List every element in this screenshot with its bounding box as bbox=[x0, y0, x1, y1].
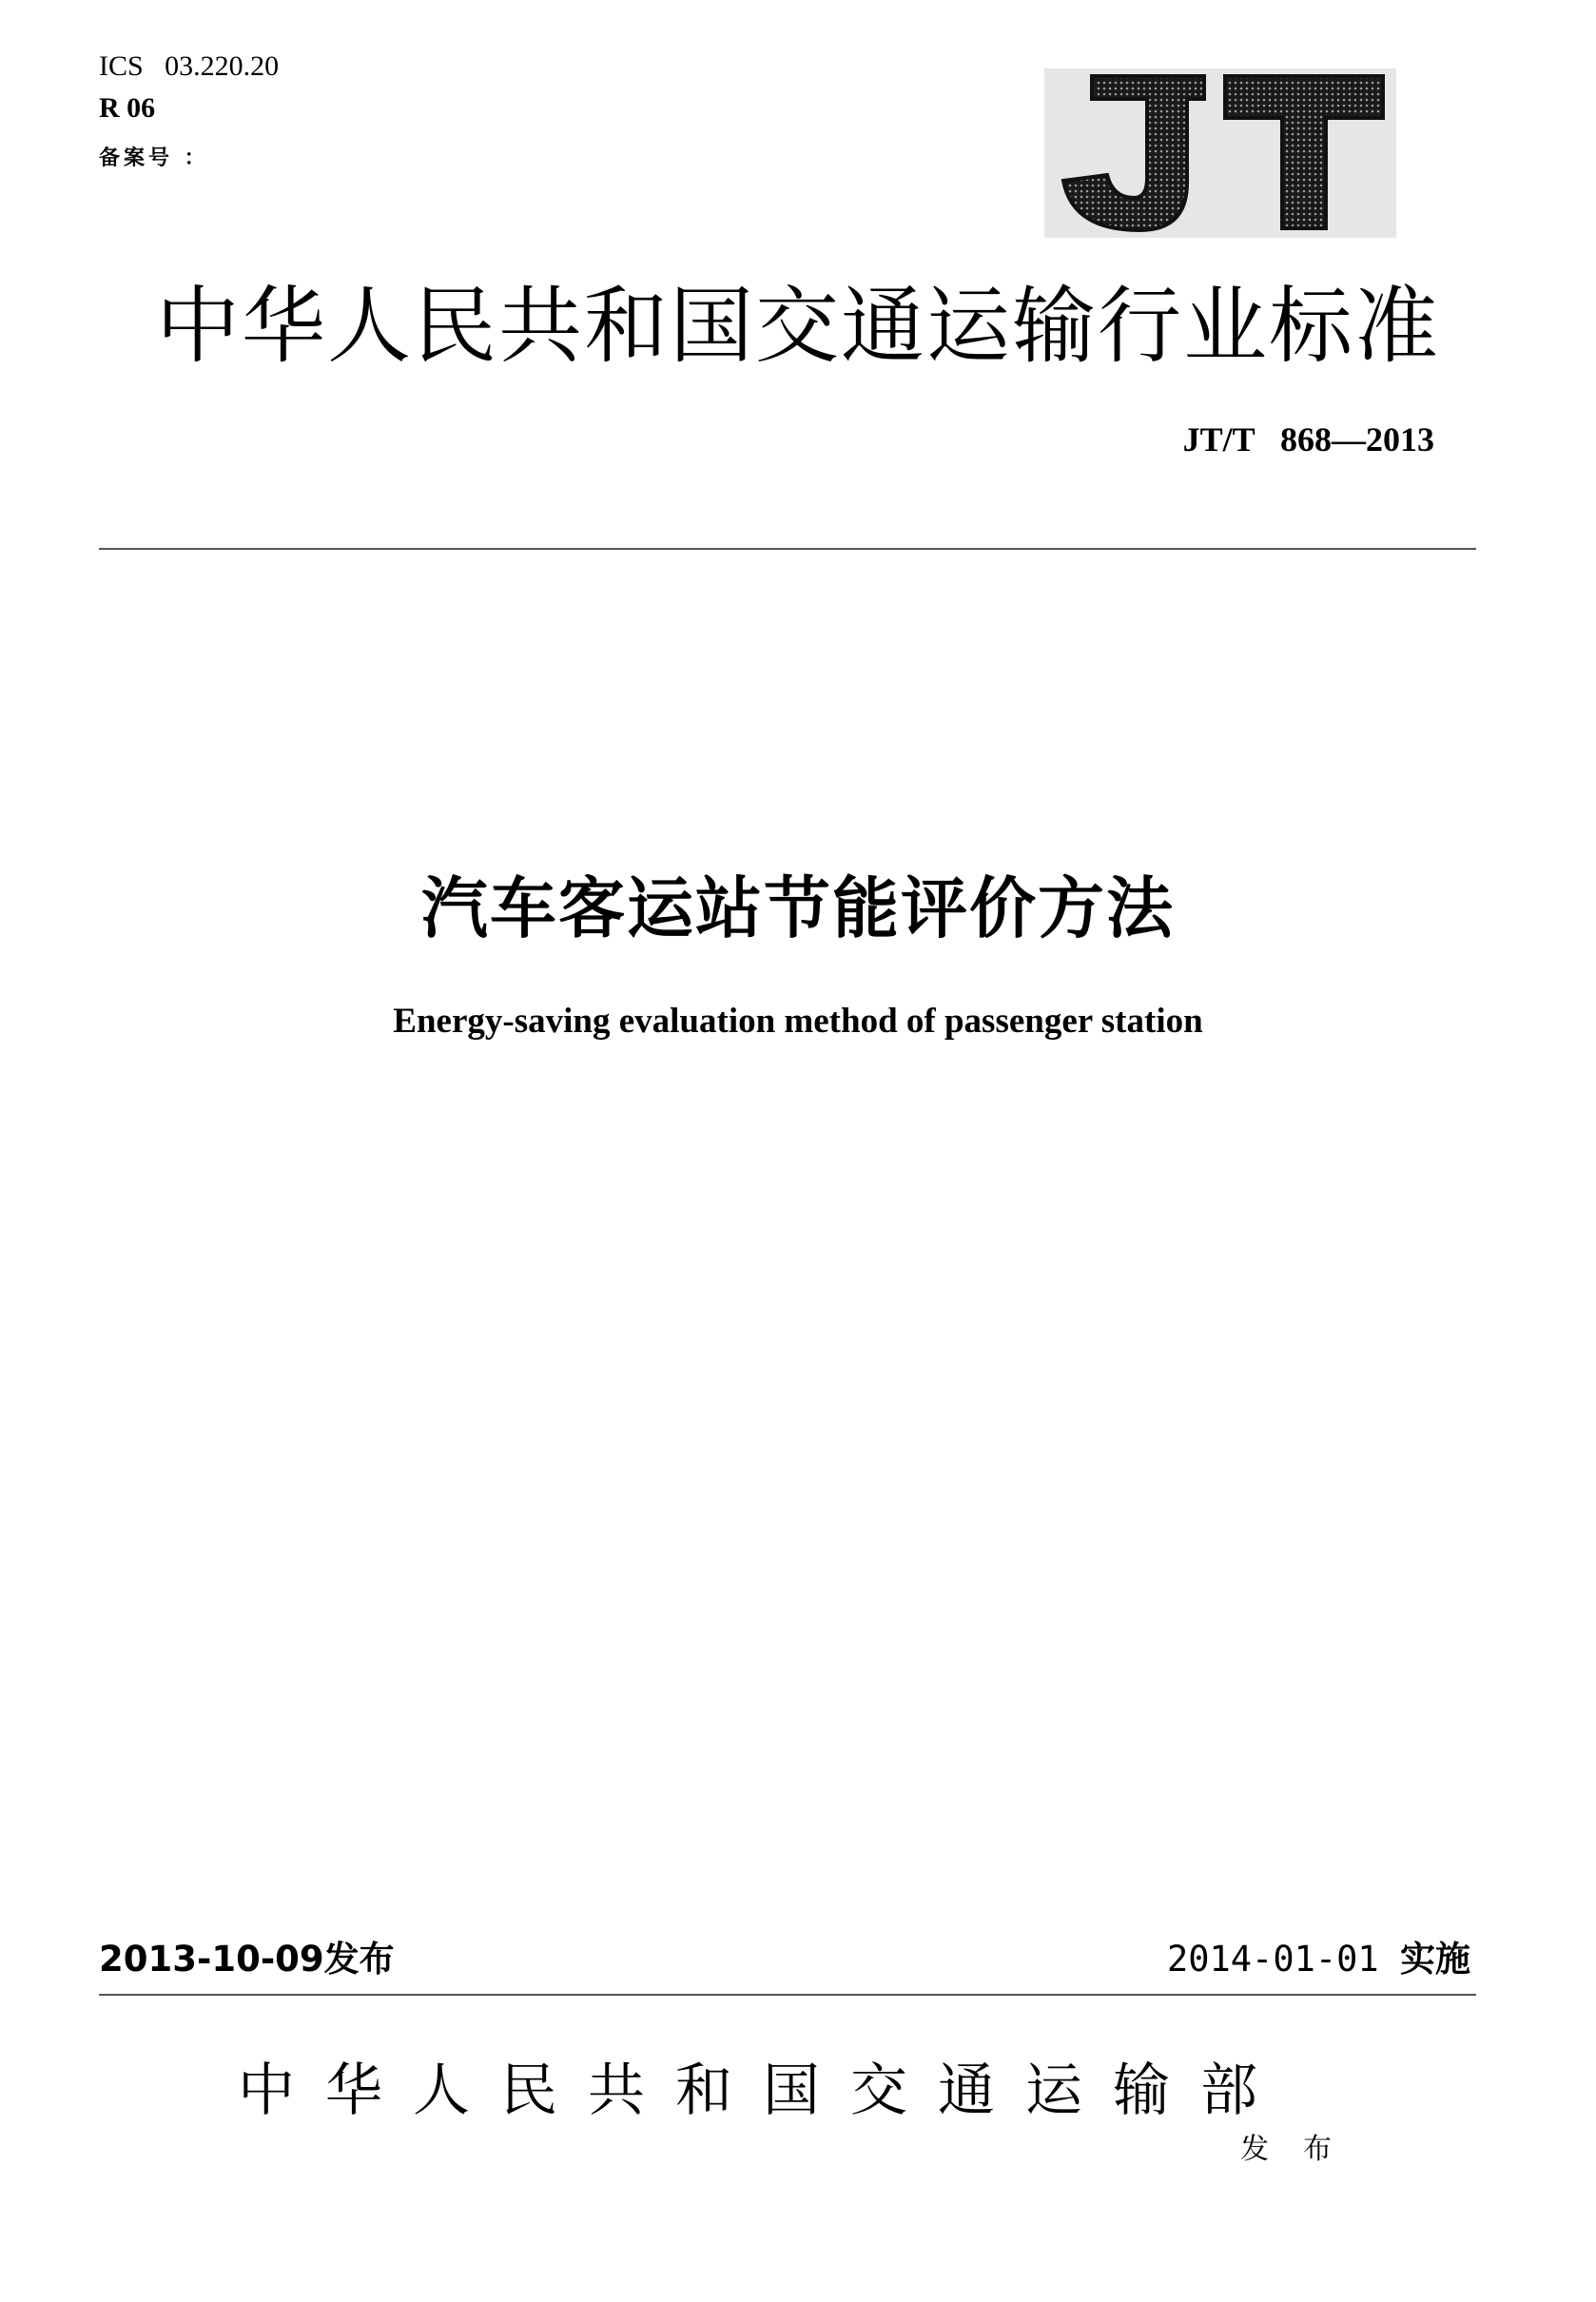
issue-date bbox=[99, 1937, 395, 1982]
issuing-action: 发布 bbox=[1240, 2133, 1366, 2166]
filing-number-label: 备案号 ： bbox=[99, 146, 209, 170]
standard-category-title: 中华人民共和国交通运输行业标准 bbox=[155, 277, 1440, 375]
implementation-date-label: 实施 bbox=[1400, 1939, 1470, 1980]
issue-date-value: 2013-10-09 bbox=[99, 1939, 324, 1980]
issuing-authority: 中华人民共和国交通运输部 bbox=[238, 2058, 1288, 2124]
document-title-english: Energy-saving evaluation method of passenger station bbox=[393, 1002, 1203, 1041]
implementation-date-value: 2014-01-01 bbox=[1166, 1939, 1379, 1980]
classification-code: R 06 bbox=[99, 92, 156, 124]
implementation-date bbox=[1167, 1937, 1470, 1982]
jt-logo bbox=[1044, 68, 1396, 238]
document-title-chinese: 汽车客运站节能评价方法 bbox=[421, 869, 1175, 947]
standard-number: JT/T 868—2013 bbox=[1182, 420, 1434, 458]
ics-code: ICS 03.220.20 bbox=[99, 50, 280, 82]
issue-date-label: 发布 bbox=[323, 1939, 395, 1980]
header-divider bbox=[99, 548, 1476, 550]
footer-divider bbox=[99, 1994, 1476, 1996]
